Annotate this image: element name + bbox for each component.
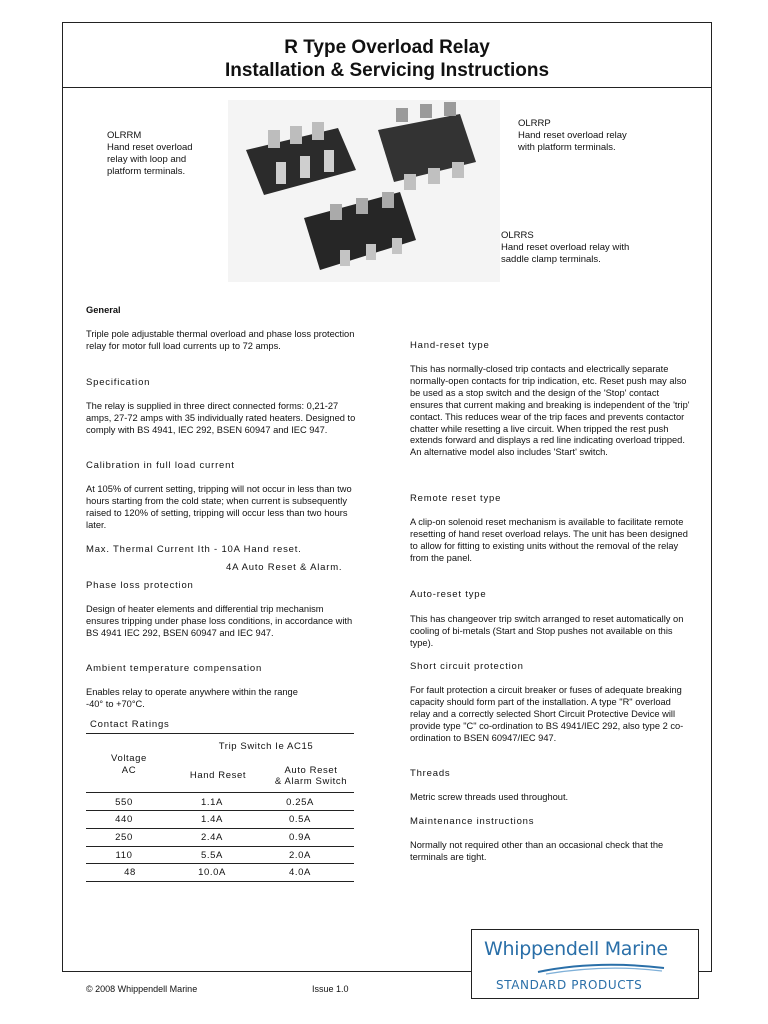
- section-heading-ambient: Ambient temperature compensation: [86, 663, 263, 674]
- caption-olrrm-line: platform terminals.: [107, 166, 186, 177]
- general-paragraph: Triple pole adjustable thermal overload and phase loss protection relay for motor full load currents up to 72 amps.: [86, 329, 355, 351]
- table-rule: [86, 828, 354, 829]
- caption-olrrs-line: Hand reset overload relay with: [501, 242, 630, 253]
- caption-olrrp-line: with platform terminals.: [518, 142, 616, 153]
- table-rule: [86, 881, 354, 882]
- table-rule: [86, 810, 354, 811]
- table-rule: [86, 846, 354, 847]
- cell-auto-reset: 0.5A: [289, 814, 311, 825]
- maintenance-paragraph: Normally not required other than an occasional check that the terminals are tight.: [410, 840, 664, 862]
- caption-olrrs-line: saddle clamp terminals.: [501, 254, 601, 265]
- section-heading-short-circuit: Short circuit protection: [410, 661, 524, 672]
- caption-olrrp-code: OLRRP: [518, 118, 551, 129]
- logo-tagline: STANDARD PRODUCTS: [496, 978, 643, 992]
- cell-voltage: 550: [115, 797, 133, 808]
- hand-reset-paragraph: This has normally-closed trip contacts and electrically separate normally-open contacts for trip indication, etc. Reset push may also be used as a stop switch and the design of the 'Stop' contact ensures that current making and breaking is independent of the 'trip' contact. This reduces wear of the trip faces and prevents contactor chatter while resetting a live circuit. When tripped the rest push extends forward and displays a red line indicating overload tripped. An alternative model also includes 'Start' switch.: [410, 364, 690, 458]
- cell-hand-reset: 5.5A: [201, 850, 223, 861]
- table-header-voltage-ac: AC: [121, 765, 137, 776]
- footer-copyright: © 2008 Whippendell Marine: [86, 984, 198, 994]
- section-heading-general: General: [86, 305, 121, 315]
- cell-voltage: 110: [115, 850, 133, 861]
- caption-olrrs-code: OLRRS: [501, 230, 534, 241]
- table-rule: [86, 733, 354, 734]
- page-title: R Type Overload Relay: [284, 37, 490, 58]
- caption-olrrm-code: OLRRM: [107, 130, 142, 141]
- logo-company-name: Whippendell Marine: [484, 938, 668, 960]
- cell-voltage: 440: [115, 814, 133, 825]
- cell-hand-reset: 2.4A: [201, 832, 223, 843]
- specification-paragraph: The relay is supplied in three direct connected forms: 0,21-27 amps, 27-72 amps with 35 individually rated heaters. Designed to comply with BS 4941, IEC 292, BSEN 60947 and IEC 947.: [86, 401, 356, 435]
- relay-photo: [228, 100, 500, 282]
- cell-hand-reset: 1.4A: [201, 814, 223, 825]
- caption-olrrm-line: relay with loop and: [107, 154, 187, 165]
- caption-olrrm-line: Hand reset overload: [107, 142, 193, 153]
- auto-reset-paragraph: This has changeover trip switch arranged to reset automatically on cooling of bi-metals (Start and Stop pushes not available on this type).: [410, 614, 684, 648]
- footer-issue: Issue 1.0: [312, 984, 349, 994]
- section-heading-auto-reset: Auto-reset type: [410, 589, 487, 600]
- caption-olrrs: [501, 230, 629, 266]
- cell-voltage: 250: [115, 832, 133, 843]
- table-header-group: Trip Switch Ie AC15: [218, 741, 314, 752]
- thermal-current-line: Max. Thermal Current Ith - 10A Hand reset.: [86, 544, 302, 555]
- cell-auto-reset: 0.9A: [289, 832, 311, 843]
- cell-auto-reset: 4.0A: [289, 867, 311, 878]
- caption-olrrp-line: Hand reset overload relay: [518, 130, 627, 141]
- short-circuit-paragraph: For fault protection a circuit breaker or fuses of adequate breaking capacity should form part of the installation. A type "R" overload relay and a correctly selected Short Circuit Protective Device will provide type "C" co-ordination to BS 4941/IEC 292, also type 2 co-ordination to BSEN 60947/IEC 947.: [410, 685, 684, 743]
- header-divider: [62, 87, 712, 88]
- table-rule: [86, 863, 354, 864]
- cell-hand-reset: 1.1A: [201, 797, 223, 808]
- section-heading-maintenance: Maintenance instructions: [410, 816, 535, 827]
- remote-reset-paragraph: A clip-on solenoid reset mechanism is available to facilitate remote resetting of hand reset overload relays. The unit has been designed to allow for fitting to existing units without the removal of the relay from the panel.: [410, 517, 688, 563]
- table-header-auto-reset: Auto Reset: [284, 765, 338, 776]
- table-header-hand-reset: Hand Reset: [189, 770, 247, 781]
- section-heading-remote-reset: Remote reset type: [410, 493, 502, 504]
- threads-paragraph: Metric screw threads used throughout.: [410, 792, 569, 802]
- section-heading-calibration: Calibration in full load current: [86, 460, 235, 471]
- section-heading-hand-reset: Hand-reset type: [410, 340, 490, 351]
- cell-hand-reset: 10.0A: [198, 867, 226, 878]
- page-subtitle: Installation & Servicing Instructions: [224, 60, 550, 81]
- caption-olrrm: [107, 130, 193, 178]
- cell-voltage: 48: [124, 867, 136, 878]
- ambient-line-1: Enables relay to operate anywhere within the range: [86, 687, 298, 697]
- section-heading-phase-loss: Phase loss protection: [86, 580, 194, 591]
- brand-logo: [471, 929, 699, 999]
- section-heading-threads: Threads: [410, 768, 451, 779]
- calibration-paragraph: At 105% of current setting, tripping will not occur in less than two hours starting from the cold state; when current is subsequently raised to 120% of setting, tripping will occur less than two hours later.: [86, 484, 352, 530]
- cell-auto-reset: 0.25A: [286, 797, 314, 808]
- cell-auto-reset: 2.0A: [289, 850, 311, 861]
- table-rule: [86, 792, 354, 793]
- section-heading-specification: Specification: [86, 377, 151, 388]
- logo-swoosh-icon: [536, 962, 666, 976]
- caption-olrrp: [518, 118, 627, 154]
- table-header-alarm-switch: & Alarm Switch: [274, 776, 348, 787]
- thermal-current-auto: 4A Auto Reset & Alarm.: [226, 562, 343, 573]
- phase-loss-paragraph: Design of heater elements and differential trip mechanism ensures tripping under phase loss conditions, in accordance with BS 4941 IEC 292, BSEN 60947 and IEC 947.: [86, 604, 353, 638]
- table-header-voltage: Voltage: [111, 753, 147, 764]
- ambient-line-2: -40° to +70°C.: [86, 699, 145, 709]
- section-heading-contact-ratings: Contact Ratings: [90, 719, 170, 730]
